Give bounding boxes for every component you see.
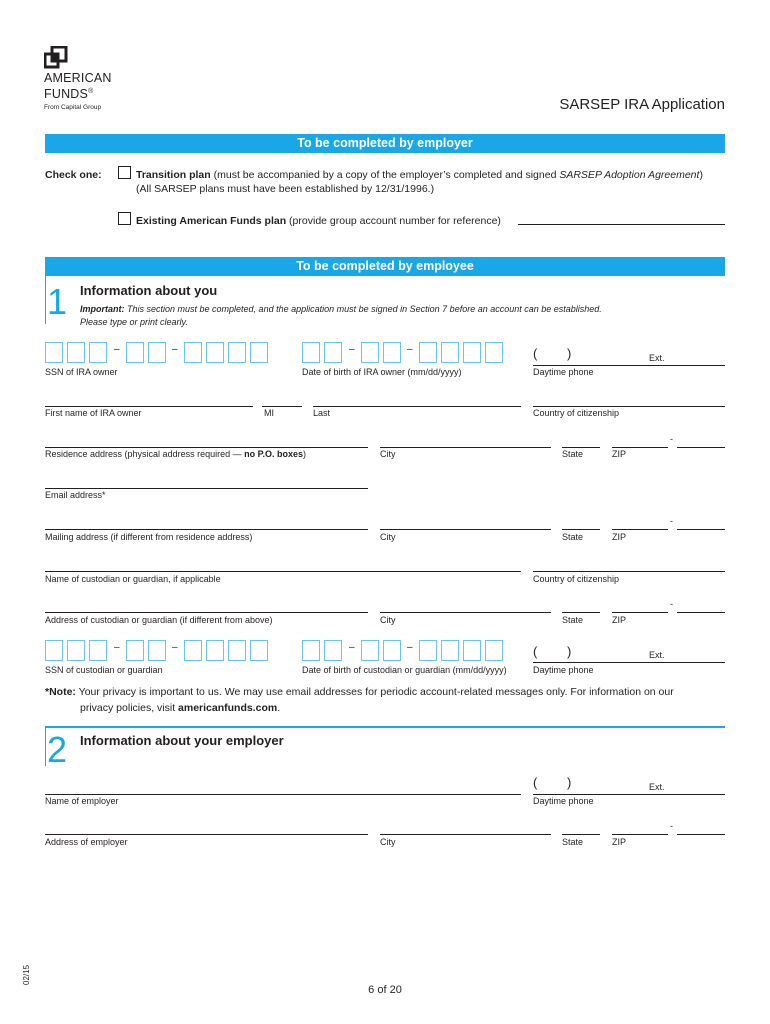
mailing-address-field[interactable] [45, 529, 368, 530]
employer-phone-field[interactable] [533, 794, 725, 795]
zip-dash: - [670, 821, 673, 831]
form-date-code: 02/15 [22, 964, 31, 985]
custodian-state-label: State [562, 615, 584, 625]
check-one-label: Check one: [45, 169, 102, 181]
dob-custodian-field[interactable] [302, 640, 512, 664]
custodian-citizenship-label: Country of citizenship [533, 574, 620, 584]
employer-phone-open-paren: ( [533, 775, 538, 790]
first-name-field[interactable] [45, 406, 253, 407]
custodian-phone-field[interactable] [533, 662, 725, 663]
section1-important-line2: Please type or print clearly. [80, 317, 188, 327]
note-label: *Note: [45, 686, 76, 698]
residence-zip-field[interactable] [612, 447, 668, 448]
existing-plan-text: (provide group account number for reference) [286, 215, 501, 227]
logo-registered-mark: ® [88, 88, 94, 95]
employee-banner: To be completed by employee [45, 257, 725, 276]
dob-dash: – [349, 344, 355, 355]
existing-plan-checkbox[interactable] [118, 212, 131, 225]
zip-dash: - [670, 516, 673, 526]
email-label: Email address* [45, 490, 106, 500]
mailing-state-label: State [562, 532, 584, 542]
custodian-phone-ext-label: Ext. [649, 650, 665, 660]
employer-address-label: Address of employer [45, 837, 128, 847]
daytime-phone-field[interactable] [533, 365, 725, 366]
ssn-custodian-field[interactable] [45, 640, 285, 664]
adoption-agreement-italic: SARSEP Adoption Agreement [559, 169, 700, 181]
email-field[interactable] [45, 488, 368, 489]
ssn-owner-label: SSN of IRA owner [45, 367, 118, 377]
transition-plan-label [136, 169, 736, 182]
custodian-city-label: City [380, 615, 396, 625]
mailing-zip4-field[interactable] [677, 529, 725, 530]
employer-phone-label: Daytime phone [533, 796, 594, 806]
custodian-citizenship-field[interactable] [533, 571, 725, 572]
employer-banner: To be completed by employer [45, 134, 725, 153]
custodian-zip4-field[interactable] [677, 612, 725, 613]
phone-close-paren: ) [567, 346, 572, 361]
ssn-dash: – [114, 642, 120, 653]
important-text: This section must be completed, and the application must be signed in Section 7 before an account can be established. [124, 304, 602, 314]
existing-plan-label [136, 215, 501, 228]
residence-label-text: Residence address (physical address required — [45, 449, 245, 459]
employer-state-field[interactable] [562, 834, 600, 835]
logo-tagline: From Capital Group [44, 104, 102, 112]
no-po-boxes: no P.O. boxes [244, 449, 303, 459]
note-line2-text: privacy policies, visit [80, 702, 179, 714]
logo-text-line1: AMERICAN [44, 71, 112, 85]
mailing-state-field[interactable] [562, 529, 600, 530]
section1-number: 1 [47, 281, 68, 322]
residence-city-label: City [380, 449, 396, 459]
custodian-phone-close-paren: ) [567, 644, 572, 659]
note-text: Your privacy is important to us. We may use email addresses for periodic account-related messages only. For information on our [75, 686, 674, 698]
custodian-name-field[interactable] [45, 571, 521, 572]
phone-ext-label: Ext. [649, 353, 665, 363]
mailing-address-label: Mailing address (if different from residence address) [45, 532, 253, 542]
custodian-zip-label: ZIP [612, 615, 627, 625]
ssn-dash: – [172, 642, 178, 653]
residence-state-label: State [562, 449, 584, 459]
custodian-state-field[interactable] [562, 612, 600, 613]
transition-plan-text: (must be accompanied by a copy of the employer’s completed and signed [210, 169, 560, 181]
last-name-field[interactable] [313, 406, 521, 407]
custodian-zip-field[interactable] [612, 612, 668, 613]
daytime-phone-label: Daytime phone [533, 367, 594, 377]
section2-rule [45, 726, 725, 728]
privacy-note [45, 686, 674, 699]
residence-label-close: ) [302, 449, 306, 459]
custodian-name-label: Name of custodian or guardian, if applicable [45, 574, 221, 584]
ssn-dash: – [172, 344, 178, 355]
existing-plan-bold: Existing American Funds plan [136, 215, 287, 227]
employer-city-field[interactable] [380, 834, 551, 835]
dob-dash: – [349, 642, 355, 653]
mi-label: MI [264, 408, 274, 418]
transition-plan-close: ) [699, 169, 703, 181]
custodian-phone-open-paren: ( [533, 644, 538, 659]
logo-mark-icon [44, 46, 68, 70]
important-label: Important: [80, 304, 125, 314]
dob-custodian-label: Date of birth of custodian or guardian (mm/dd/yyyy) [302, 665, 507, 675]
employer-phone-ext-label: Ext. [649, 782, 665, 792]
first-name-label: First name of IRA owner [45, 408, 142, 418]
zip-dash: - [670, 434, 673, 444]
ssn-custodian-label: SSN of custodian or guardian [45, 665, 163, 675]
custodian-phone-label: Daytime phone [533, 665, 594, 675]
logo-text-line2: FUNDS [44, 87, 89, 102]
zip-dash: - [670, 599, 673, 609]
last-name-label: Last [313, 408, 331, 418]
mailing-city-field[interactable] [380, 529, 551, 530]
note-line2-end: . [277, 702, 281, 714]
section1-title: Information about you [80, 283, 218, 298]
citizenship-field[interactable] [533, 406, 725, 407]
custodian-address-label: Address of custodian or guardian (if different from above) [45, 615, 273, 625]
residence-address-field[interactable] [45, 447, 368, 448]
custodian-city-field[interactable] [380, 612, 551, 613]
privacy-note-line2 [80, 702, 280, 715]
employer-address-field[interactable] [45, 834, 368, 835]
residence-city-field[interactable] [380, 447, 551, 448]
dob-dash: – [407, 642, 413, 653]
section2-title: Information about your employer [80, 733, 284, 748]
group-account-number-field[interactable] [518, 224, 725, 225]
americanfunds-link[interactable]: americanfunds.com [178, 702, 278, 714]
custodian-address-field[interactable] [45, 612, 368, 613]
employer-state-label: State [562, 837, 584, 847]
ssn-owner-field[interactable] [45, 342, 285, 366]
transition-plan-bold: Transition plan [136, 169, 211, 181]
employer-zip4-field[interactable] [677, 834, 725, 835]
section2-number: 2 [47, 729, 68, 770]
dob-dash: – [407, 344, 413, 355]
employer-phone-close-paren: ) [567, 775, 572, 790]
section2-left-rule [45, 726, 46, 766]
employer-city-label: City [380, 837, 396, 847]
mi-field[interactable] [262, 406, 302, 407]
mailing-city-label: City [380, 532, 396, 542]
american-funds-logo [44, 46, 112, 111]
transition-plan-checkbox[interactable] [118, 166, 131, 179]
residence-state-field[interactable] [562, 447, 600, 448]
dob-owner-field[interactable] [302, 342, 512, 366]
mailing-zip-field[interactable] [612, 529, 668, 530]
employer-name-field[interactable] [45, 794, 521, 795]
ssn-dash: – [114, 344, 120, 355]
employer-zip-field[interactable] [612, 834, 668, 835]
section1-important [80, 304, 602, 315]
residence-address-label [45, 449, 306, 460]
employer-name-label: Name of employer [45, 796, 119, 806]
residence-zip4-field[interactable] [677, 447, 725, 448]
employer-zip-label: ZIP [612, 837, 627, 847]
page-title: SARSEP IRA Application [559, 96, 725, 113]
residence-zip-label: ZIP [612, 449, 627, 459]
section1-left-rule [45, 276, 46, 324]
transition-plan-note: (All SARSEP plans must have been established by 12/31/1996.) [136, 183, 435, 195]
dob-owner-label: Date of birth of IRA owner (mm/dd/yyyy) [302, 367, 462, 377]
phone-open-paren: ( [533, 346, 538, 361]
mailing-zip-label: ZIP [612, 532, 627, 542]
citizenship-label: Country of citizenship [533, 408, 620, 418]
page-number: 6 of 20 [368, 984, 402, 996]
